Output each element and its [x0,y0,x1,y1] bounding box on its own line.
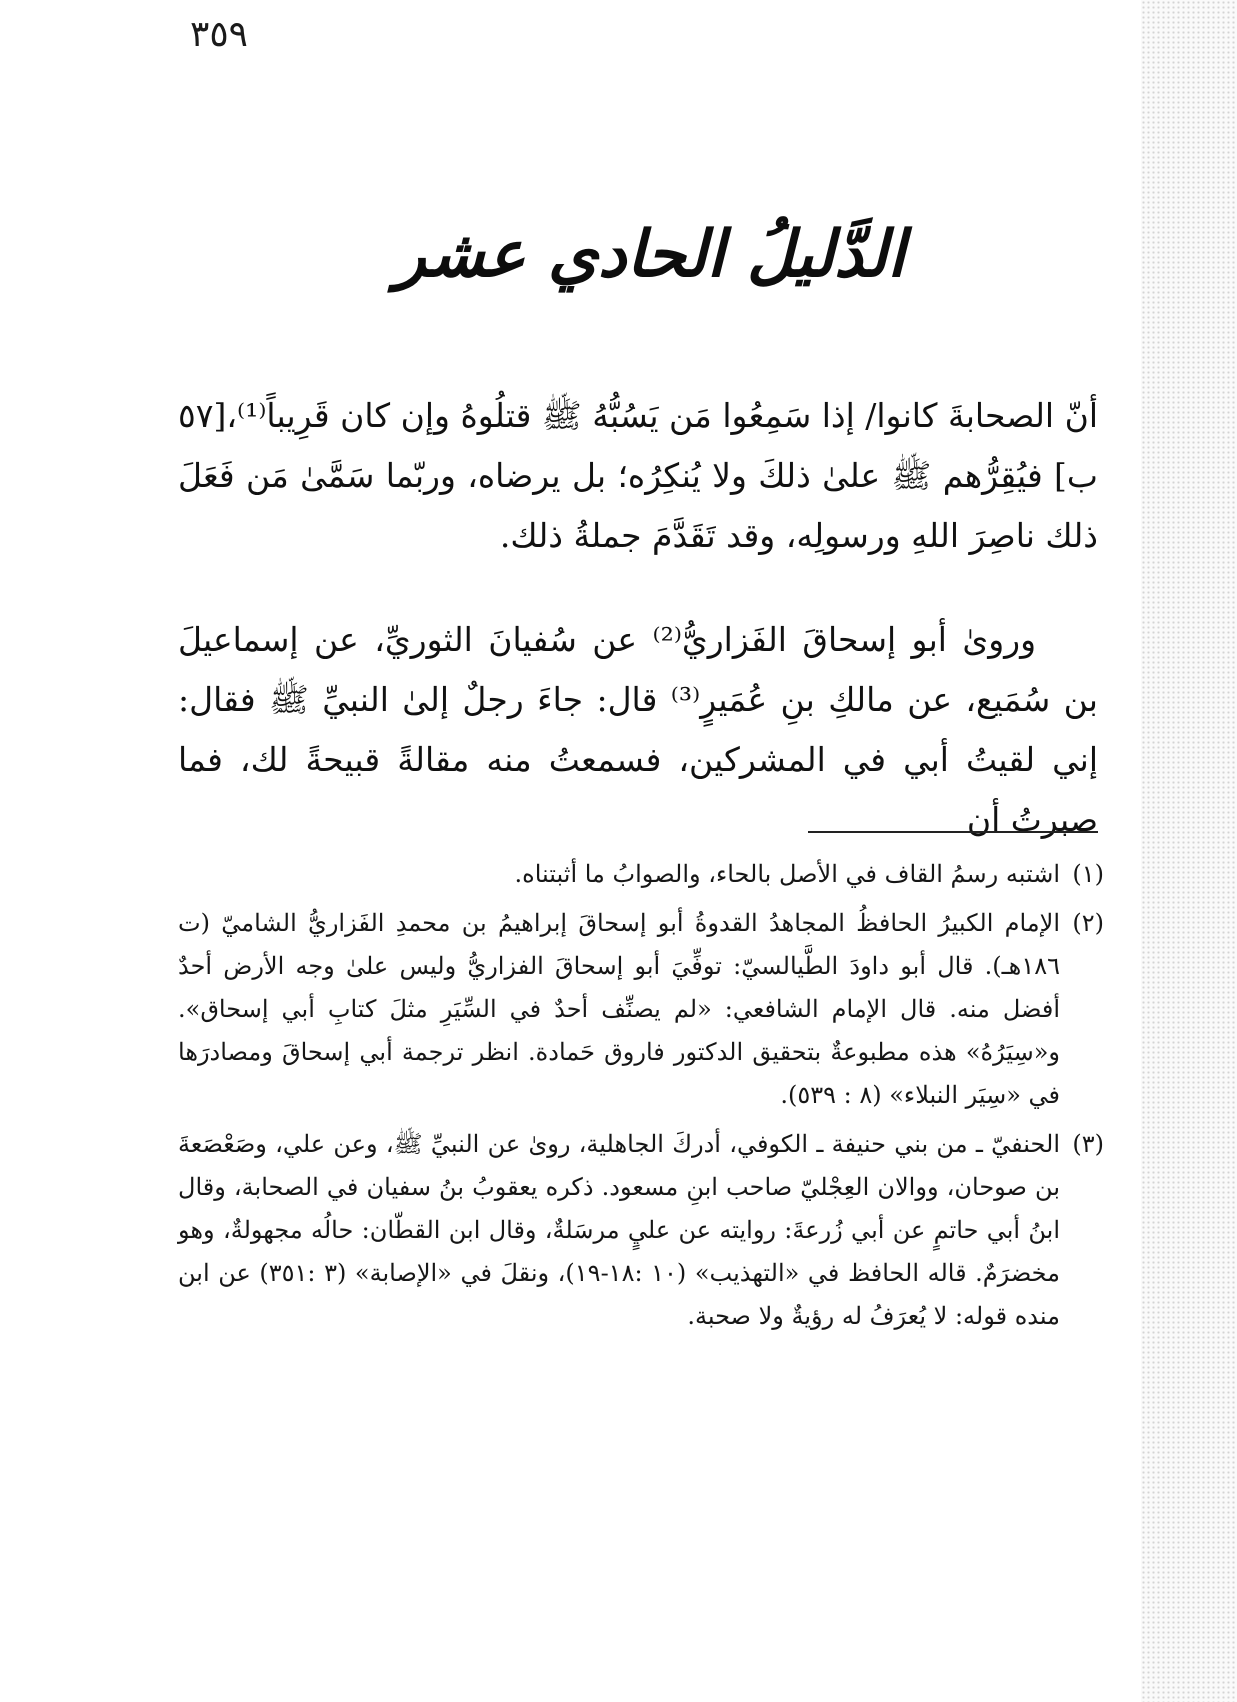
footnote-separator [808,831,1098,833]
footnote-2 [178,902,1104,1117]
footnote-text: اشتبه رسمُ القاف في الأصل بالحاء، والصوابُ ما أثبتناه. [514,860,1060,888]
footnote-1 [178,853,1104,896]
scanned-page-edge [1141,0,1237,1702]
paragraph-text: أنّ الصحابةَ كانوا/ إذا سَمِعُوا مَن يَسُبُّهُ ﷺ قتلُوهُ وإن كان قَرِيباً⁽¹⁾،[٥٧ ب] فيُقِرُّهم ﷺ علىٰ ذلكَ ولا يُنكِرُه؛ بل يرضاه، وربّما سَمَّىٰ مَن فَعَلَ ذلك ناصِرَ اللهِ ورسولِه، وقد تَقَدَّمَ جملةُ ذلك. [178,396,1098,555]
page-number: ٣٥٩ [190,14,249,55]
footnote-marker: (١) [1072,860,1104,888]
footnote-text: الحنفيّ ـ من بني حنيفة ـ الكوفي، أدركَ الجاهلية، روىٰ عن النبيِّ ﷺ، وعن علي، وصَعْصَعةَ بن صوحان، ووالان العِجْليّ صاحب ابنِ مسعود. ذكره يعقوبُ بنُ سفيان في الصحابة، وقال ابنُ أبي حاتمٍ عن أبي زُرعةَ: روايته عن عليٍ مرسَلةٌ، وقال ابن القطّان: حالُه مجهولةٌ، وهو مخضرَمٌ. قاله الحافظ في «التهذيب» (١٠ :١٨-١٩)، ونقلَ في «الإصابة» (٣ :٣٥١) عن ابن منده قوله: لا يُعرَفُ له رؤيةٌ ولا صحبة. [178,1130,1061,1330]
paragraph-text: وروىٰ أبو إسحاقَ الفَزاريُّ⁽²⁾ عن سُفيانَ الثوريِّ، عن إسماعيلَ بن سُمَيع، عن مالكِ بنِ عُمَيرٍ⁽³⁾ قال: جاءَ رجلٌ إلىٰ النبيِّ ﷺ فقال: إني لقيتُ أبي في المشركين، فسمعتُ منه مقالةً قبيحةً لك، فما صبرتُ أن [178,620,1098,839]
footnotes-section [178,853,1104,1344]
footnote-3 [178,1123,1104,1338]
chapter-title: الدَّليلُ الحادي عشر [395,217,905,292]
footnote-text: الإمام الكبيرُ الحافظُ المجاهدُ القدوةُ أبو إسحاقَ إبراهيمُ بن محمدِ الفَزاريُّ الشاميّ (ت ١٨٦هـ). قال أبو داودَ الطَّيالسيّ: توفِّيَ أبو إسحاقَ الفزاريُّ وليس علىٰ وجه الأرض أحدٌ أفضل منه. قال الإمام الشافعي: «لم يصنِّف أحدٌ في السِّيَرِ مثلَ كتابِ أبي إسحاق». و«سِيَرُهُ» هذه مطبوعةٌ بتحقيق الدكتور فاروق حَمادة. انظر ترجمة أبي إسحاقَ ومصادرَها في «سِيَر النبلاء» (٨ : ٥٣٩). [178,909,1061,1109]
footnote-marker: (٣) [1072,1130,1104,1158]
footnote-marker: (٢) [1072,909,1104,937]
body-paragraph-1 [178,386,1098,566]
body-paragraph-2 [178,610,1098,850]
